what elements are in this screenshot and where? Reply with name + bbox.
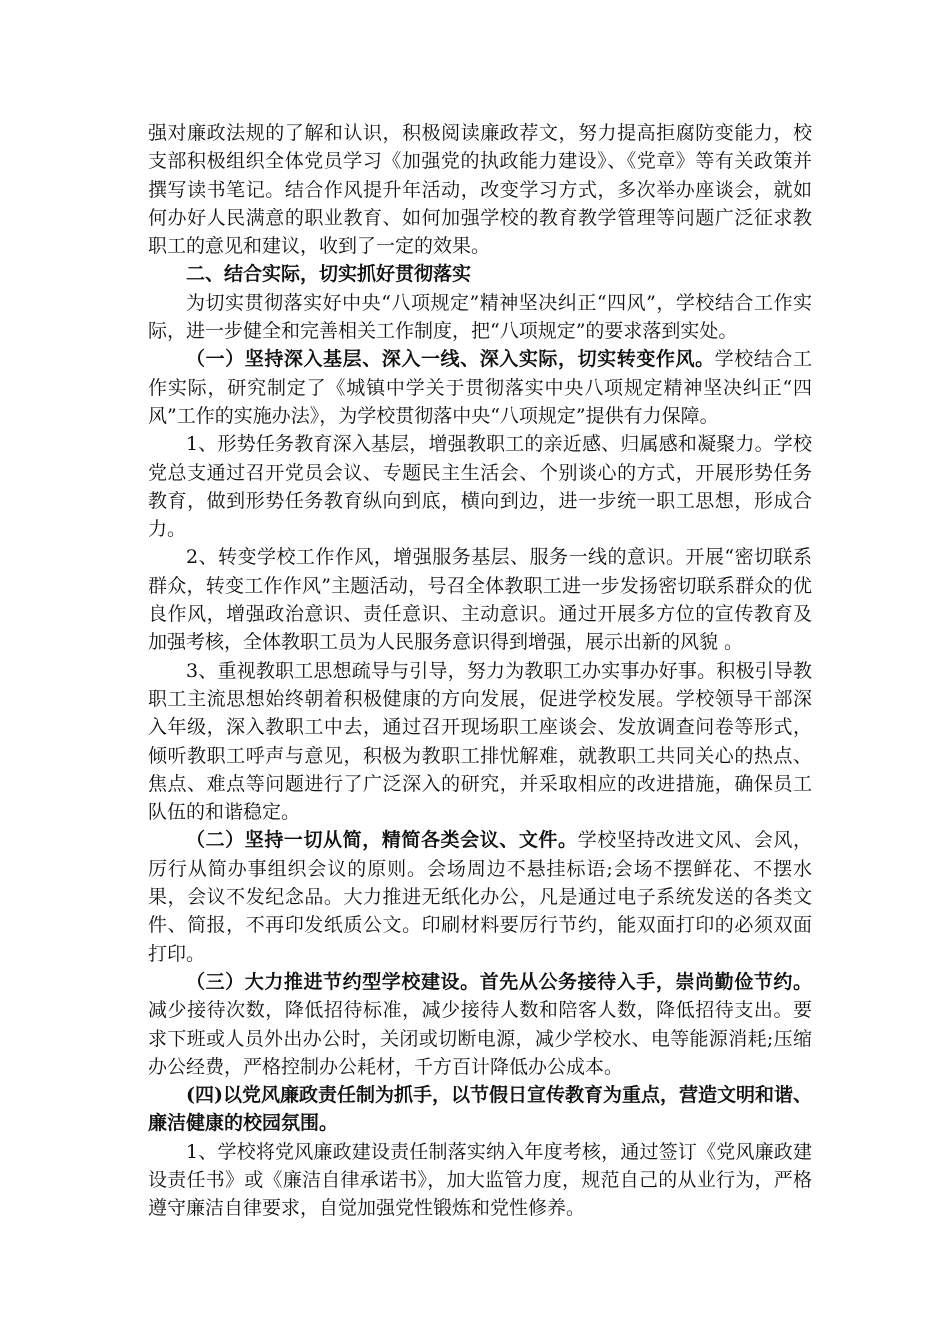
- document-page: [148, 119, 812, 1223]
- paragraph-subsection-2: [148, 826, 812, 967]
- paragraph-item-2: 2、转变学校工作作风，增强服务基层、服务一线的意识。开展“密切联系群众，转变工作作风”主题活动，号召全体教职工进一步发扬密切联系群众的优良作风，增强政治意识、责任意识、主动意识。通过开展多方位的宣传教育及加强考核，全体教职工员为人民服务意识得到增强，展示出新的风貌 。: [148, 546, 812, 654]
- paragraph-continuation: 强对廉政法规的了解和认识，积极阅读廉政荐文，努力提高拒腐防变能力，校支部积极组织全体党员学习《加强党的执政能力建设》、《党章》等有关政策并撰写读书笔记。结合作风提升年活动，改变学习方式，多次举办座谈会，就如何办好人民满意的职业教育、如何加强学校的教育教学管理等问题广泛征求教职工的意见和建议，收到了一定的效果。: [148, 122, 812, 258]
- subsection-lead-2: （二）坚持一切从简，精简各类会议、文件。: [186, 829, 578, 852]
- paragraph-item-1: 1、形势任务教育深入基层，增强教职工的亲近感、归属感和凝聚力。学校党总支通过召开党员会议、专题民主生活会、个别谈心的方式，开展形势任务教育，做到形势任务教育纵向到底，横向到边，进一步统一职工思想，形成合力。: [148, 433, 812, 541]
- paragraph-item-4-1: 1、学校将党风廉政建设责任制落实纳入年度考核，通过签订《党风廉政建设责任书》或《廉洁自律承诺书》，加大监管力度，规范自己的从业行为，严格遵守廉洁自律要求，自觉加强党性锻炼和党性修养。: [148, 1140, 812, 1220]
- paragraph-subsection-3: [148, 968, 812, 1081]
- paragraph-subsection-1: [148, 345, 812, 430]
- paragraph-intro: 为切实贯彻落实好中央“八项规定”精神坚决纠正“四风”，学校结合工作实际，进一步健全和完善相关工作制度，把“八项规定”的要求落到实处。: [148, 291, 812, 343]
- subsection-body-3: 减少接待次数，降低招待标准，减少接待人数和陪客人数，降低招待支出。要求下班或人员外出办公时，关闭或切断电源，减少学校水、电等能源消耗;压缩办公经费，严格控制办公耗材，千方百计降低办公成本。: [148, 999, 812, 1078]
- subsection-lead-1: （一）坚持深入基层、深入一线、深入实际，切实转变作风。: [186, 348, 715, 371]
- subsection-body-1: 学校结合工作实际，研究制定了《城镇中学关于贯彻落实中央八项规定精神坚决纠正“四风”工作的实施办法》，为学校贯彻落中央“八项规定”提供有力保障。: [148, 348, 812, 427]
- section-heading-2: 二、结合实际，切实抓好贯彻落实: [186, 263, 472, 286]
- subsection-heading-4: (四)以党风廉政责任制为抓手，以节假日宣传教育为重点，营造文明和谐、廉洁健康的校园氛围。: [148, 1084, 812, 1135]
- subsection-body-2: 学校坚持改进文风、会风，厉行从简办事组织会议的原则。会场周边不悬挂标语;会场不摆鲜花、不摆水果，会议不发纪念品。大力推进无纸化办公，凡是通过电子系统发送的各类文件、简报，不再印发纸质公文。印刷材料要厉行节约，能双面打印的必须双面打印。: [148, 829, 812, 965]
- paragraph-item-3: 3、重视教职工思想疏导与引导，努力为教职工办实事办好事。积极引导教职工主流思想始终朝着积极健康的方向发展，促进学校发展。学校领导干部深入年级，深入教职工中去，通过召开现场职工座谈会、发放调查问卷等形式，倾听教职工呼声与意见，积极为教职工排忧解难，就教职工共同关心的热点、焦点、难点等问题进行了广泛深入的研究，并采取相应的改进措施，确保员工队伍的和谐稳定。: [148, 659, 812, 824]
- subsection-lead-3: （三）大力推进节约型学校建设。首先从公务接待入手，崇尚勤俭节约。: [186, 970, 812, 993]
